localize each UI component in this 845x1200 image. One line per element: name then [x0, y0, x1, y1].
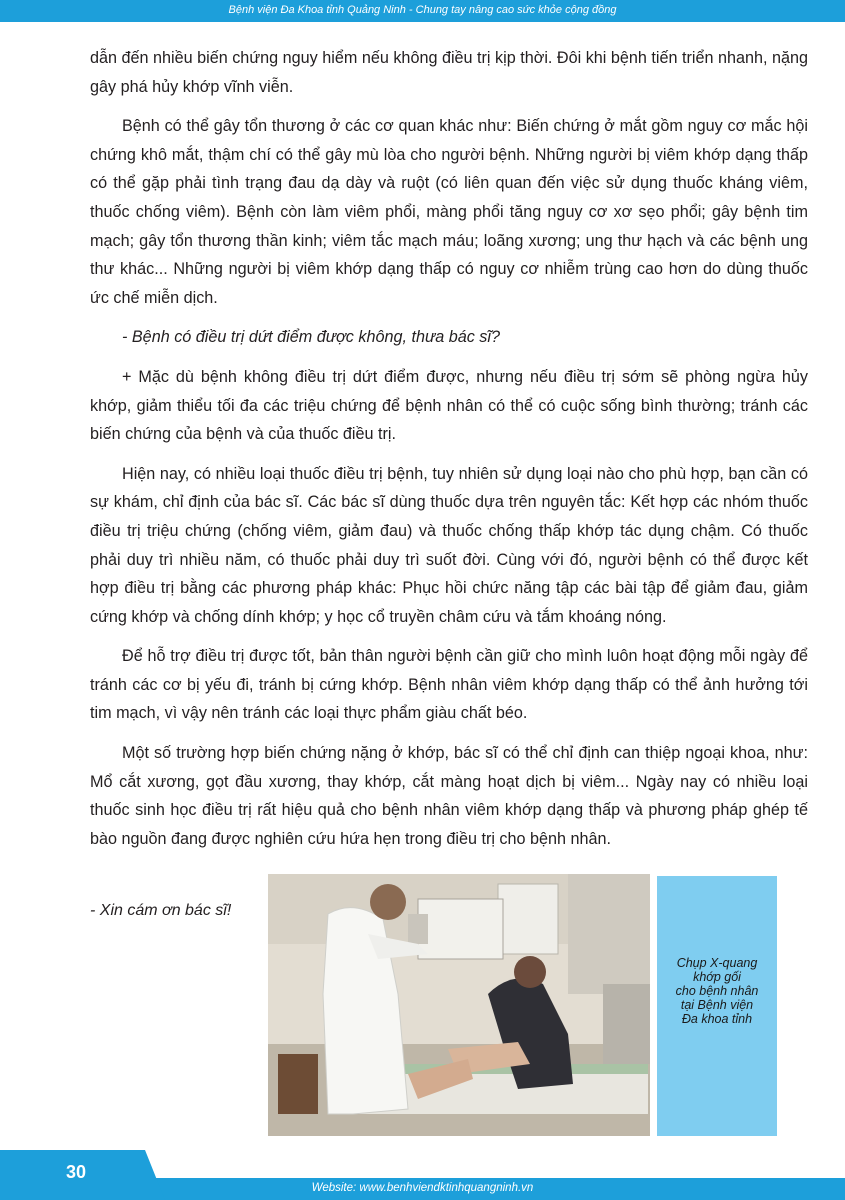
- article-body: [90, 44, 808, 864]
- paragraph-5: [90, 460, 808, 632]
- caption-line-3: cho bệnh nhân: [675, 984, 759, 998]
- paragraph-1: [90, 44, 808, 101]
- paragraph-2: [90, 112, 808, 312]
- paragraph-7: [90, 739, 808, 853]
- paragraph-6-text: Để hỗ trợ điều trị được tốt, bản thân người bệnh cần giữ cho mình luôn hoạt động mỗi ngày để tránh các cơ bị yếu đi, tránh bị cứng khớp. Bệnh nhân viêm khớp dạng thấp có thể ảnh hưởng tới tim mạch, vì vậy nên tránh các loại thực phẩm giàu chất béo.: [90, 647, 808, 723]
- closing-line: - Xin cám ơn bác sĩ!: [90, 902, 232, 919]
- footer-website: Website: www.benhviendktinhquangninh.vn: [311, 1182, 534, 1194]
- caption-box: [657, 876, 777, 1136]
- caption-line-2: khớp gối: [693, 970, 741, 984]
- caption-line-1: Chụp X-quang: [676, 956, 758, 970]
- xray-photo: [268, 874, 650, 1136]
- paragraph-2-text: Bệnh có thể gây tổn thương ở các cơ quan khác như: Biến chứng ở mắt gồm nguy cơ mắc hội chứng khô mắt, thậm chí có thể gây mù lòa cho người bệnh. Những người bị viêm khớp dạng thấp có thể gặp phải tình trạng đau dạ dày và ruột (có liên quan đến việc sử dụng thuốc kháng viêm, thuốc chống viêm). Bệnh còn làm viêm phổi, màng phổi tăng nguy cơ xơ sẹo phổi; gây bệnh tim mạch; gây tổn thương thần kinh; viêm tắc mạch máu; loãng xương; ung thư hạch và các bệnh ung thư khác... Những người bị viêm khớp dạng thấp có nguy cơ nhiễm trùng cao hơn do dùng thuốc ức chế miễn dịch.: [90, 117, 808, 307]
- paragraph-7-text: Một số trường hợp biến chứng nặng ở khớp, bác sĩ có thể chỉ định can thiệp ngoại khoa, như: Mổ cắt xương, gọt đầu xương, thay khớp, cắt màng hoạt dịch bị viêm... Ngày nay có nhiều loại thuốc sinh học điều trị rất hiệu quả cho bệnh nhân viêm khớp dạng thấp và phương pháp ghép tế bào nguồn đang được nghiên cứu hứa hẹn trong điều trị cho bệnh nhân.: [90, 744, 808, 848]
- xray-photo-illustration: [268, 874, 650, 1136]
- answer-text: + Mặc dù bệnh không điều trị dứt điểm được, nhưng nếu điều trị sớm sẽ phòng ngừa hủy khớp, giảm thiểu tối đa các triệu chứng để bệnh nhân có thể có cuộc sống bình thường; tránh các biến chứng của bệnh và của thuốc điều trị.: [90, 367, 808, 444]
- caption-line-4: tại Bệnh viện: [680, 998, 754, 1012]
- header-title: Bệnh viện Đa Khoa tỉnh Quảng Ninh - Chung tay nâng cao sức khỏe cộng đồng: [228, 4, 617, 16]
- photo-caption: [657, 956, 777, 1026]
- caption-line-5: Đa khoa tỉnh: [681, 1012, 753, 1026]
- paragraph-5-text: Hiện nay, có nhiều loại thuốc điều trị bệnh, tuy nhiên sử dụng loại nào cho phù hợp, bạn cần có sự khám, chỉ định của bác sĩ. Các bác sĩ dùng thuốc dựa trên nguyên tắc: Kết hợp các nhóm thuốc điều trị triệu chứng (chống viêm, giảm đau) và thuốc chống thấp khớp tác dụng chậm. Có thuốc phải duy trì nhiều năm, có thuốc phải duy trì suốt đời. Cùng với đó, người bệnh có thể được kết hợp điều trị bằng các phương pháp khác: Phục hồi chức năng tập các bài tập để giảm đau, giảm cứng khớp và chống dính khớp; y học cổ truyền châm cứu và tắm khoáng nóng.: [90, 464, 808, 626]
- paragraph-1-text: dẫn đến nhiều biến chứng nguy hiểm nếu không điều trị kịp thời. Đôi khi bệnh tiến triển nhanh, nặng gây phá hủy khớp vĩnh viễn.: [90, 49, 809, 96]
- question-text: - Bệnh có điều trị dứt điểm được không, thưa bác sĩ?: [122, 328, 500, 347]
- answer-paragraph: [90, 363, 808, 449]
- page-number: 30: [66, 1162, 87, 1182]
- paragraph-6: [90, 642, 808, 728]
- question-paragraph: [90, 323, 808, 352]
